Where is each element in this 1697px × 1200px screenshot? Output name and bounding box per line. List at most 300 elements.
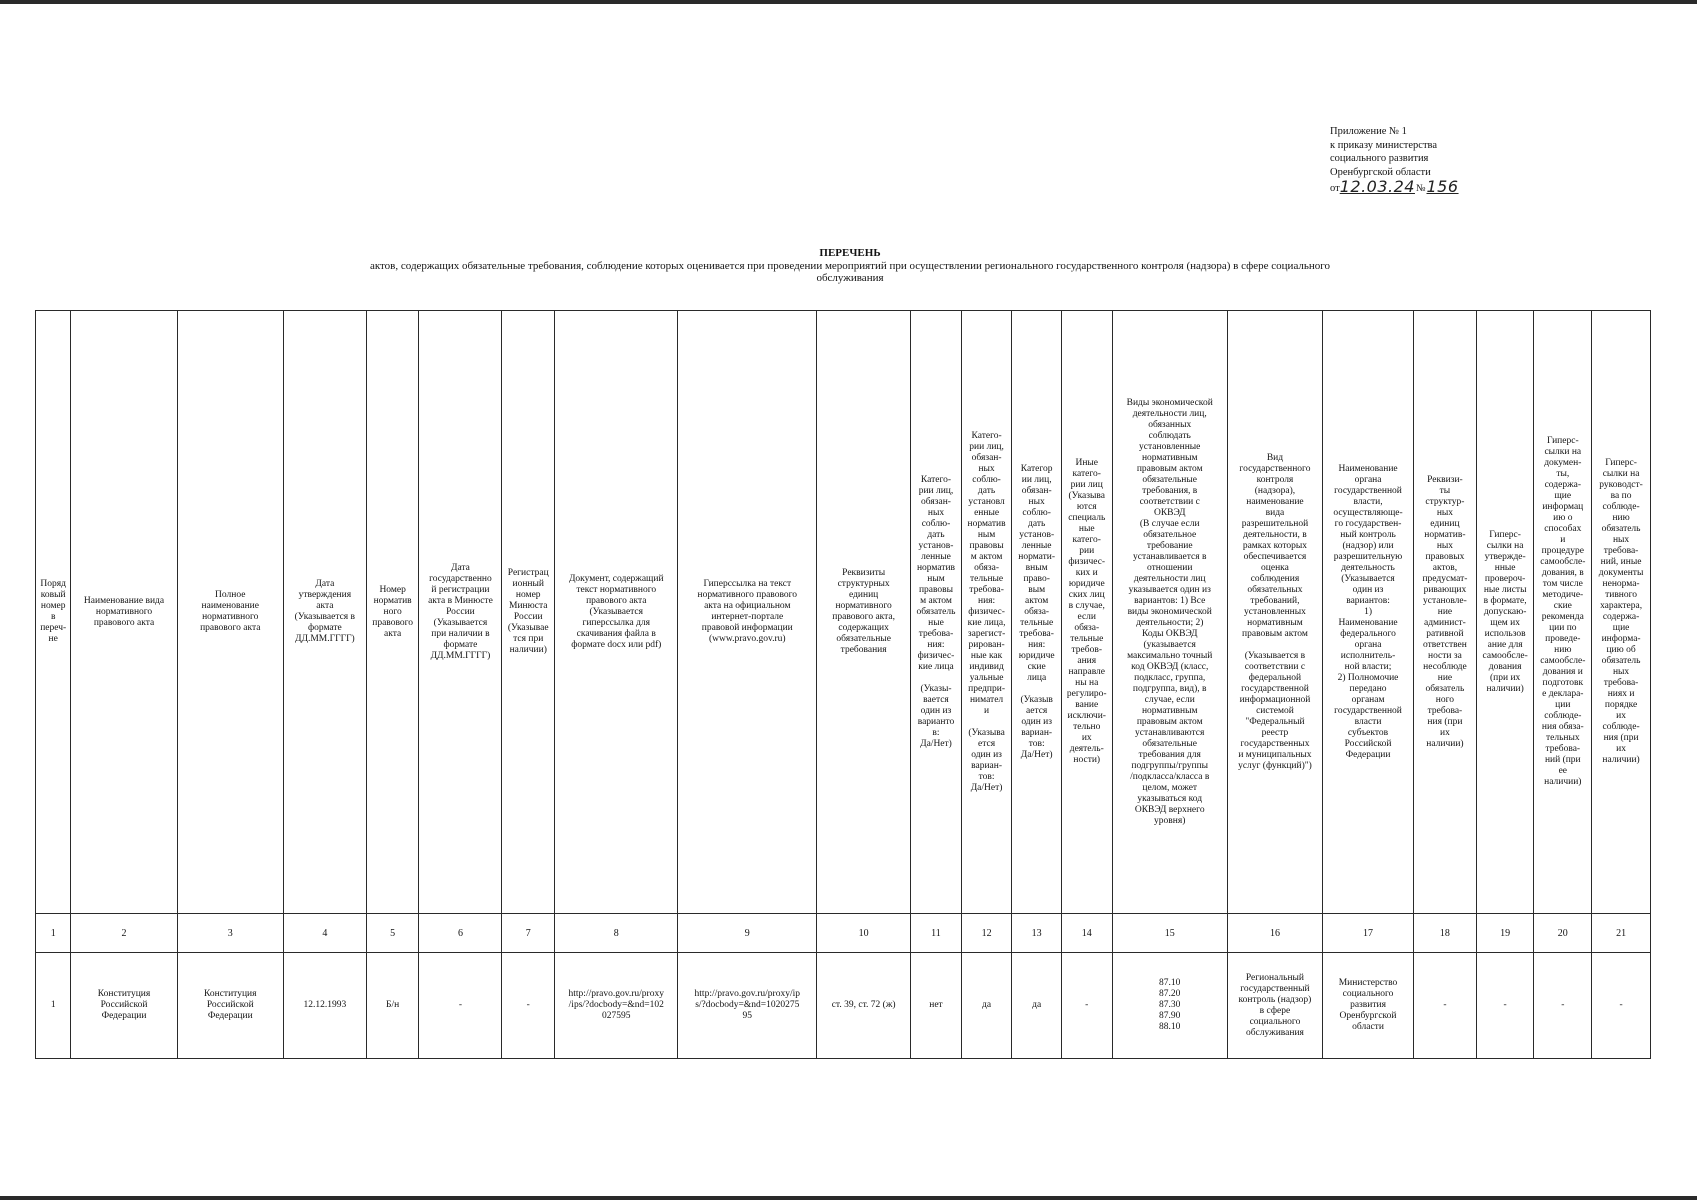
cell-text-line: нормативного (835, 601, 892, 611)
cell-text-line: не (48, 634, 58, 644)
cell-text-line: Гиперс- (1605, 458, 1637, 468)
cell-text-line: переч- (40, 623, 67, 633)
cell-text-line: ные листы (1483, 584, 1527, 595)
cell-text-line: установленные (1139, 441, 1201, 452)
cell-text-line: Дата (315, 579, 335, 589)
header-cell-col-17 (1323, 311, 1414, 914)
cell-text-line: тельных (1545, 733, 1580, 743)
cell-text-line: методиче- (1542, 590, 1584, 600)
cell-text-line: дования, в (1541, 568, 1584, 578)
cell-text-line: (Указывае (507, 623, 549, 633)
cell-text-line: ния обяза- (1541, 722, 1584, 732)
column-number-cell: 20 (1534, 914, 1592, 953)
cell-text-line: реестр (1261, 727, 1289, 738)
cell-text-line: требования для (1138, 749, 1201, 760)
column-number-cell: 6 (419, 914, 502, 953)
cell-text-line: предусмат- (1422, 573, 1468, 584)
cell-text-line: уальные (969, 672, 1004, 683)
cell-text-line: рии лиц, (918, 485, 954, 496)
cell-text-line: ного (383, 606, 402, 617)
cell-text-line: формате docx или pdf) (571, 639, 662, 650)
cell-text-line: самообсле- (1540, 656, 1586, 666)
cell-text-line: системой (1256, 705, 1294, 716)
cell-text-line: Документ, содержащий (568, 573, 664, 584)
cell-text-line: обязатель (1601, 656, 1641, 666)
cell-text-line: нормативного (202, 612, 259, 622)
cell-text-line: требова- (918, 628, 954, 639)
cell-text-line: использов (1484, 628, 1526, 639)
column-number-cell: 8 (555, 914, 678, 953)
cell-text-line: государственный (1240, 983, 1310, 994)
cell-text-line: дования (1488, 661, 1522, 672)
header-cell-col-7 (502, 311, 555, 914)
cell-text-line: ские (1027, 661, 1046, 672)
cell-text-line: правового акта (93, 617, 155, 628)
cell-text-line: отношении (1147, 562, 1193, 573)
cell-text-line: Да/Нет) (970, 782, 1003, 793)
cell-text-line: обязатель (1601, 524, 1641, 534)
cell-text-line: требования (840, 645, 887, 655)
cell-text-line: обязан- (921, 496, 951, 507)
cell-text-line: норматив (373, 595, 412, 606)
cell-text-line: ии лиц, (1021, 474, 1052, 485)
cell-text-line: обслуживания (1245, 1027, 1304, 1038)
cell-text-line: ОКВЭД верхнего (1134, 804, 1205, 815)
cell-text-line: требова- (969, 584, 1004, 595)
cell-text-line: ких и (1075, 568, 1098, 578)
cell-text-line: самообсле- (1482, 650, 1528, 661)
cell-text-line: Минюста (509, 601, 548, 611)
cell-text-line: контроль (надзор) (1238, 994, 1312, 1005)
header-cell-col-11 (911, 311, 962, 914)
cell-text-line: Виды экономической (1126, 397, 1213, 408)
cell-text-line: s/?docbody=&nd=1020275 (695, 1000, 800, 1010)
cell-text-line: государственной (1334, 485, 1402, 496)
appendix-line: Приложение № 1 (1330, 126, 1407, 137)
cell-text-line: вным (1025, 562, 1048, 573)
cell-text-line: физичес- (968, 606, 1005, 617)
header-cell-col-8 (555, 311, 678, 914)
cell-text-line: и (1560, 535, 1566, 545)
scan-edge-bottom (0, 1196, 1697, 1200)
cell-text-line: кие лица, (967, 617, 1006, 628)
cell-text-line: формате (307, 623, 342, 633)
cell-text-line: уровня) (1154, 815, 1186, 826)
cell-text-line: Гиперс- (1546, 436, 1579, 446)
cell-text-line: информа- (1601, 634, 1641, 644)
cell-text-line: контроля (1256, 474, 1294, 485)
cell-text-line: ния: (927, 639, 945, 650)
cell-text-line: ты (1439, 485, 1451, 496)
cell-text-line: их (1616, 744, 1626, 754)
cell-text-line: Да/Нет) (1020, 749, 1053, 760)
cell-text-line: тельные (1020, 617, 1054, 628)
cell-text-line: наличии) (509, 645, 547, 655)
cell-text-line: утверждения (298, 590, 352, 600)
cell-text-line: го государствен- (1334, 518, 1402, 529)
cell-text-line: акта на официальном (704, 601, 791, 611)
cell-text-line: гиперссылка для (582, 617, 651, 628)
cell-text-line: деятельность (1341, 562, 1395, 573)
cell-text-line: Наименование вида (83, 595, 165, 606)
header-cell-col-13 (1012, 311, 1062, 914)
cell-text-line: установленных (1243, 606, 1306, 617)
cell-text-line: "Федеральный (1245, 716, 1305, 727)
cell-text-line: информационной (1239, 694, 1311, 705)
cell-text-line: ты, (1556, 469, 1570, 479)
cell-text-line: м актом (970, 551, 1003, 562)
column-number-cell: 4 (283, 914, 366, 953)
cell-text-line: социального (1249, 1016, 1301, 1027)
cell-text-line: ию о (1553, 513, 1573, 523)
cell-text-line: физичес- (1068, 557, 1106, 567)
cell-text-line: ции по (1549, 623, 1577, 633)
cell-text-line: ненорма- (1602, 579, 1640, 589)
column-number-cell: 5 (366, 914, 419, 953)
cell-text-line: http://pravo.gov.ru/proxy (568, 989, 664, 999)
column-number-cell: 10 (817, 914, 911, 953)
cell-text-line: власти, (1353, 496, 1383, 507)
cell-text-line: соответствии с (1244, 661, 1306, 672)
cell-text-line: - (1619, 1000, 1623, 1010)
cell-text-line: государственных (1240, 738, 1310, 749)
cell-text-line: наличии) (1486, 683, 1524, 694)
cell-text-line: и муниципальных (1238, 749, 1312, 760)
cell-text-line: указывается один из (1128, 584, 1211, 595)
table-cell-col-11 (911, 953, 962, 1059)
cell-text-line: в сфере (1259, 1005, 1291, 1016)
cell-text-line: характера, (1600, 601, 1643, 611)
cell-text-line: обязательное (1143, 529, 1197, 540)
cell-text-line: /ips/?docbody=&nd=102 (568, 1000, 664, 1010)
document-title (355, 247, 1345, 285)
cell-text-line: е деклара- (1542, 689, 1584, 699)
table-cell-col-15 (1112, 953, 1227, 1059)
cell-text-line: Оренбургской (1339, 1011, 1397, 1021)
cell-text-line: правовым актом (1136, 716, 1203, 727)
cell-text-line: в (50, 612, 56, 622)
cell-text-line: докумен- (1544, 458, 1582, 468)
column-number-row (36, 914, 1651, 953)
cell-text-line: право- (1023, 573, 1050, 584)
cell-text-line: Российской (206, 1000, 254, 1010)
cell-text-line: вание (1075, 700, 1099, 710)
table-cell-col-13 (1012, 953, 1062, 1059)
cell-text-line: 1 (50, 1000, 56, 1010)
cell-text-line: формате (443, 639, 478, 650)
cell-text-line: ной власти; (1344, 661, 1392, 672)
cell-text-line: содержащих (838, 623, 889, 633)
cell-text-line: вариантов: 1) Все (1134, 595, 1206, 606)
cell-text-line: соблюде- (1602, 502, 1640, 512)
cell-text-line: Российской (1344, 738, 1392, 749)
cell-text-line: разрешительную (1333, 551, 1403, 562)
cell-text-line: требования, в (1142, 485, 1198, 496)
column-number-cell: 11 (911, 914, 962, 953)
cell-text-line: наличии) (1426, 738, 1464, 749)
cell-text-line: обяза- (1024, 606, 1050, 617)
cell-text-line: предпри- (968, 683, 1005, 694)
table-body (36, 953, 1651, 1059)
table-cell-col-18 (1414, 953, 1477, 1059)
column-number-cell: 21 (1592, 914, 1651, 953)
header-cell-col-20 (1534, 311, 1592, 914)
cell-text-line: цию об (1606, 645, 1636, 655)
cell-text-line: органа (1354, 639, 1382, 650)
appendix-line: к приказу министерства (1330, 139, 1438, 151)
cell-text-line: исключи- (1067, 711, 1106, 721)
cell-text-line: государственной (1334, 705, 1402, 716)
cell-text-line: рекоменда (1541, 612, 1584, 622)
cell-text-line: Конституция (204, 989, 257, 999)
cell-text-line: ративной (1426, 628, 1464, 639)
cell-text-line: ленные (921, 551, 951, 562)
appendix-line: социального развития (1330, 153, 1429, 164)
cell-text-line: админист- (1424, 617, 1466, 628)
cell-text-line: содержа- (1602, 612, 1640, 622)
cell-text-line: устанавливаются (1135, 727, 1205, 738)
cell-text-line: установле- (1423, 595, 1467, 606)
cell-text-line: дования и (1542, 667, 1583, 677)
cell-text-line: вается (923, 694, 949, 705)
cell-text-line: правовы (918, 584, 954, 595)
cell-text-line: ны на (1075, 678, 1099, 688)
cell-text-line: порядке (1604, 700, 1638, 710)
cell-text-line: ание для (1487, 639, 1523, 650)
cell-text-line: правового акта (586, 595, 647, 606)
cell-text-line: ных (1612, 667, 1630, 677)
cell-text-line: (Указывается в (294, 612, 356, 622)
cell-text-line: России (446, 606, 475, 617)
title-subtitle: актов, содержащих обязательные требования, соблюдение которых оценивается при проведении мероприятий при осуществлении регионального государственного контроля (надзора) в сфере социального обслуживания (369, 259, 1331, 284)
table-cell-col-19 (1476, 953, 1534, 1059)
cell-text-line: несоблюде (1423, 661, 1467, 672)
cell-text-line: проведе- (1545, 634, 1581, 644)
number-sign: № (1415, 182, 1426, 194)
cell-text-line: 87.20 (1159, 989, 1181, 999)
cell-text-line: Иные (1075, 458, 1099, 468)
cell-text-line: ный контроль (1340, 529, 1396, 540)
order-date-number (1330, 179, 1530, 195)
cell-text-line: ются (1076, 502, 1097, 512)
cell-text-line: рии (1079, 546, 1095, 556)
cell-text-line: требова- (1603, 678, 1639, 688)
table-header-row (36, 311, 1651, 914)
cell-text-line: ние (1437, 672, 1453, 683)
cell-text-line: направле (1068, 667, 1106, 677)
header-cell-col-2 (71, 311, 177, 914)
cell-text-line: обязатель (1425, 683, 1465, 694)
cell-text-line: (Указыв (1020, 694, 1053, 705)
cell-text-line: требований, (1250, 595, 1300, 606)
cell-text-line: катего- (1072, 469, 1101, 479)
cell-text-line: тельные (970, 573, 1004, 584)
cell-text-line: ее (1558, 766, 1568, 776)
header-cell-col-16 (1227, 311, 1322, 914)
cell-text-line: ст. 39, ст. 72 (ж) (831, 1000, 896, 1010)
table-cell-col-8 (555, 953, 678, 1059)
cell-text-line: (при их (1489, 672, 1521, 683)
cell-text-line: обязательные (1142, 738, 1197, 749)
cell-text-line: номер (515, 590, 541, 600)
cell-text-line: нормативным (1141, 705, 1198, 716)
header-cell-col-12 (961, 311, 1012, 914)
header-cell-col-10 (817, 311, 911, 914)
table-row (36, 953, 1651, 1059)
cell-text-line: - (458, 1000, 463, 1010)
cell-text-line: наличии) (1602, 755, 1640, 765)
cell-text-line: обязательных (1247, 584, 1303, 595)
cell-text-line: - (526, 1000, 530, 1010)
cell-text-line: России (513, 612, 543, 622)
cell-text-line: - (1503, 1000, 1507, 1010)
cell-text-line: в формате, (1483, 595, 1527, 606)
column-number-cell: 7 (502, 914, 555, 953)
cell-text-line: обеспечивается (1243, 551, 1307, 562)
cell-text-line: (Указывается в (1244, 650, 1306, 661)
cell-text-line: - (1085, 1000, 1089, 1010)
cell-text-line: ния: (1028, 639, 1046, 650)
column-number-cell: 17 (1323, 914, 1414, 953)
cell-text-line: в: (932, 727, 940, 738)
cell-text-line: ДД.ММ.ГГГГ) (430, 650, 491, 661)
cell-text-line: разрешительной (1241, 518, 1309, 529)
cell-text-line: государственной (1241, 683, 1309, 694)
cell-text-line: ается (1026, 705, 1048, 716)
cell-text-line: при наличии в (431, 628, 490, 639)
cell-text-line: ний, иные (1600, 557, 1642, 567)
cell-text-line: утвержде- (1484, 551, 1526, 562)
header-cell-col-15 (1112, 311, 1227, 914)
cell-text-line: ных (978, 463, 995, 474)
cell-text-line: соблю- (921, 518, 951, 529)
cell-text-line: правовой информации (701, 623, 793, 633)
cell-text-line: самообсле- (1540, 557, 1586, 567)
cell-text-line: рии лиц (1070, 480, 1103, 490)
cell-text-line: соблюде- (1544, 711, 1582, 721)
header-cell-col-3 (177, 311, 283, 914)
cell-text-line: сылки на (1544, 447, 1582, 457)
cell-text-line: вариан- (971, 760, 1003, 771)
cell-text-line: один из (1352, 584, 1384, 595)
column-number-cell: 9 (678, 914, 817, 953)
cell-text-line: норматив (916, 562, 956, 573)
cell-text-line: установл (968, 496, 1005, 507)
cell-text-line: деятельности, в (1243, 529, 1307, 540)
cell-text-line: документы (1598, 568, 1644, 578)
cell-text-line: нормативным (1247, 617, 1303, 628)
cell-text-line: нные (1494, 562, 1516, 573)
appendix-line: Оренбургской области (1330, 166, 1431, 178)
cell-text-line: да (982, 1000, 992, 1010)
cell-text-line: ионный (512, 579, 544, 589)
cell-text-line: обязанных (1148, 419, 1192, 430)
cell-text-line: правовым актом (1136, 463, 1203, 474)
cell-text-line: ные как (970, 650, 1003, 661)
cell-text-line: требова- (1019, 628, 1054, 639)
column-number-cell: 1 (36, 914, 71, 953)
cell-text-line: вым (1028, 584, 1046, 595)
cell-text-line: подгруппа, вид), в (1132, 683, 1207, 694)
table-cell-col-20 (1534, 953, 1592, 1059)
column-number-cell: 2 (71, 914, 177, 953)
handwritten-date: 12.03.24 (1339, 177, 1415, 196)
cell-text-line: нет (929, 1000, 943, 1010)
cell-text-line: тов: (978, 771, 995, 782)
cell-text-line: дать (927, 529, 945, 540)
cell-text-line: (указывается (1143, 639, 1196, 650)
cell-text-line: Реквизиты (842, 568, 886, 578)
header-cell-col-18 (1414, 311, 1477, 914)
cell-text-line: ния: (977, 595, 996, 606)
cell-text-line: оценка (1261, 562, 1289, 573)
cell-text-line: норматив- (1424, 529, 1466, 540)
cell-text-line: структурных (837, 579, 890, 589)
cell-text-line: код ОКВЭД (класс, (1131, 661, 1209, 672)
cell-text-line: ным (977, 529, 996, 540)
table-cell-col-5 (366, 953, 419, 1059)
cell-text-line: скачивания файла в (576, 628, 656, 639)
cell-text-line: соблюдения (1250, 573, 1300, 584)
cell-text-line: юридиче (1068, 579, 1105, 589)
cell-text-line: обяза- (974, 562, 999, 573)
cell-text-line: Региональный (1245, 972, 1304, 983)
scan-edge-top (0, 0, 1697, 4)
cell-text-line: соблюдать (1148, 430, 1191, 441)
cell-text-line: ских лиц (1068, 590, 1105, 600)
cell-text-line: если (1077, 612, 1096, 622)
cell-text-line: актом (1025, 595, 1049, 606)
cell-text-line: государственно (429, 573, 492, 584)
cell-text-line: (Указывается (433, 617, 488, 628)
cell-text-line: единиц (849, 590, 879, 600)
cell-text-line: 12.12.1993 (303, 1000, 347, 1010)
cell-text-line: рирован- (968, 639, 1005, 650)
header-cell-col-19 (1476, 311, 1534, 914)
cell-text-line: Регистрац (507, 568, 549, 578)
cell-text-line: (Указы- (920, 683, 952, 694)
cell-text-line: федеральной (1248, 672, 1302, 683)
cell-text-line: Реквизи- (1427, 474, 1463, 485)
cell-text-line: щем их (1490, 617, 1521, 628)
cell-text-line: специаль (1068, 513, 1106, 523)
column-number-cell: 18 (1414, 914, 1477, 953)
header-cell-col-4 (283, 311, 366, 914)
cell-text-line: максимально точный (1127, 650, 1213, 661)
cell-text-line: ных (1612, 535, 1630, 545)
cell-text-line: ковый (40, 590, 66, 600)
cell-text-line: нормати- (1018, 551, 1056, 562)
cell-text-line: Конституция (97, 989, 151, 999)
cell-text-line: (Указыва (1068, 491, 1105, 501)
cell-text-line: нормативным (1141, 452, 1198, 463)
cell-text-line: ных (1436, 540, 1454, 551)
cell-text-line: требова- (1603, 546, 1639, 556)
cell-text-line: ные (928, 617, 944, 628)
cell-text-line: Номер (379, 584, 406, 595)
cell-text-line: допускаю- (1483, 606, 1527, 617)
header-cell-col-1 (36, 311, 71, 914)
header-cell-col-5 (366, 311, 419, 914)
cell-text-line: 88.10 (1159, 1022, 1181, 1032)
table-cell-col-9 (678, 953, 817, 1059)
cell-text-line: 1) (1364, 606, 1372, 617)
cell-text-line: лица (1027, 672, 1047, 683)
cell-text-line: 95 (742, 1011, 753, 1021)
table-cell-col-17 (1323, 953, 1414, 1059)
cell-text-line: нормативного правового (697, 590, 798, 600)
cell-text-line: нию (1612, 513, 1630, 523)
